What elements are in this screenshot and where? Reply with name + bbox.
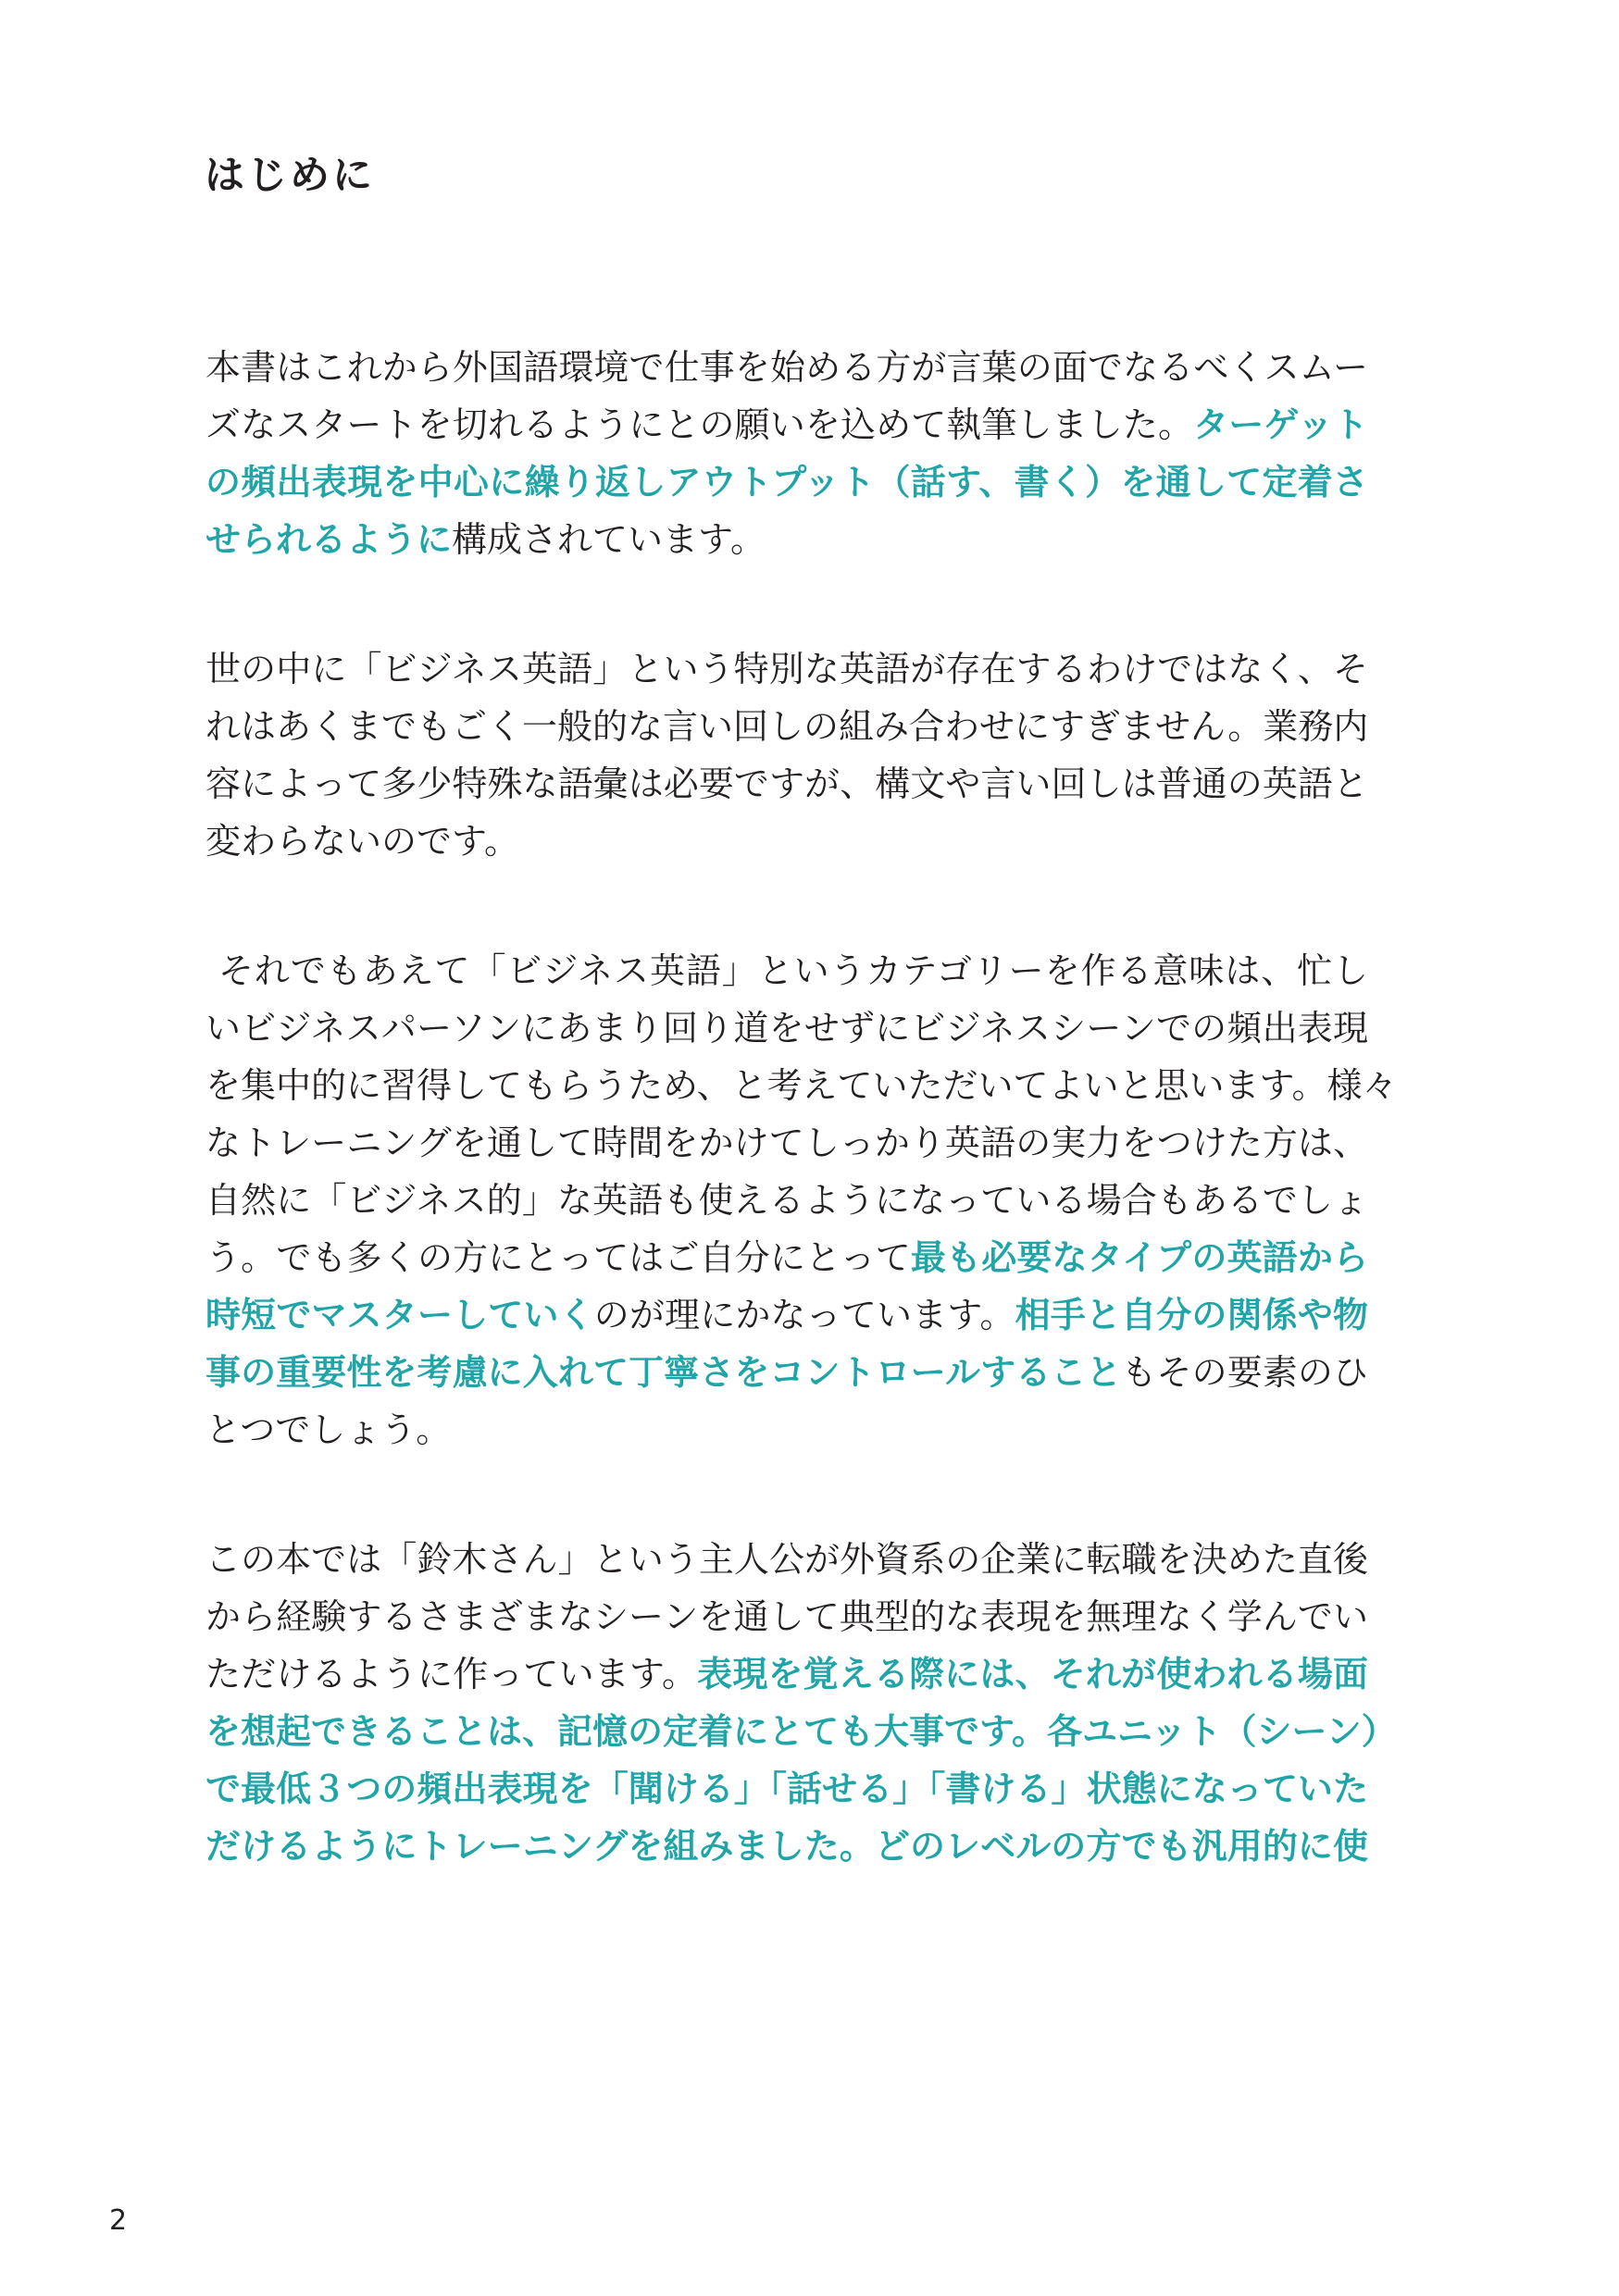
- highlighted-phrase: だけるようにトレーニングを組みました。どのレベルの方でも汎用的に使: [205, 1825, 1368, 1867]
- text-line: [205, 1114, 1368, 1172]
- text-segment: この本では「鈴木さん」という主人公が外資系の企業に転職を決めた直後: [205, 1539, 1368, 1580]
- text-line: [205, 1401, 1368, 1458]
- text-segment: から経験するさまざまなシーンを通して典型的な表現を無理なく学んでい: [205, 1596, 1368, 1637]
- text-segment: ズなスタートを切れるようにとの願いを込めて執筆しました。: [205, 404, 1194, 445]
- text-segment: もその要素のひ: [1121, 1352, 1368, 1393]
- text-segment: いビジネスパーソンにあまり回り道をせずにビジネスシーンでの頻出表現: [205, 1008, 1368, 1049]
- text-line: [205, 1229, 1368, 1286]
- highlighted-phrase: ターゲット: [1193, 403, 1368, 445]
- text-line: [205, 999, 1368, 1057]
- text-line: [205, 511, 1368, 568]
- text-segment: なトレーニングを通して時間をかけてしっかり英語の実力をつけた方は、: [205, 1123, 1368, 1163]
- text-line: [205, 339, 1368, 396]
- text-line: [205, 755, 1368, 813]
- text-line: [205, 1057, 1398, 1114]
- text-segment: のが理にかなっています。: [593, 1295, 1015, 1335]
- highlighted-phrase: で最低３つの頻出表現を「聞ける」「話せる」「書ける」状態になっていた: [205, 1768, 1368, 1809]
- highlighted-phrase: を想起できることは、記憶の定着にとても大事です。各ユニット（シーン）: [205, 1710, 1397, 1752]
- text-segment: 容によって多少特殊な語彙は必要ですが、構文や言い回しは普通の英語と: [205, 763, 1368, 804]
- highlighted-phrase: 表現を覚える際には、それが使われる場面: [697, 1653, 1368, 1694]
- text-line: [205, 1818, 1368, 1875]
- text-segment: 変わらないのです。: [205, 821, 519, 862]
- text-segment: 自然に「ビジネス的」な英語も使えるようになっている場合もあるでしょ: [205, 1180, 1368, 1221]
- text-line: [218, 942, 1368, 999]
- text-line: [205, 1588, 1368, 1645]
- text-line: [205, 1286, 1368, 1344]
- page-number: 2: [109, 2204, 128, 2237]
- text-segment: ただけるように作っています。: [205, 1654, 698, 1694]
- page-title: はじめに: [205, 153, 375, 199]
- text-line: [205, 396, 1368, 453]
- highlighted-phrase: せられるように: [205, 518, 453, 560]
- text-segment: とつでしょう。: [205, 1409, 452, 1450]
- highlighted-phrase: 最も必要なタイプの英語から: [910, 1236, 1369, 1278]
- text-segment: 本書はこれから外国語環境で仕事を始める方が言葉の面でなるべくスムー: [205, 347, 1368, 388]
- text-line: [205, 1760, 1368, 1818]
- text-line: [205, 1344, 1368, 1401]
- text-segment: れはあくまでもごく一般的な言い回しの組み合わせにすぎません。業務内: [205, 706, 1369, 747]
- text-line: [205, 1645, 1368, 1703]
- text-line: [205, 698, 1368, 755]
- text-segment: 世の中に「ビジネス英語」という特別な英語が存在するわけではなく、そ: [205, 649, 1368, 689]
- highlighted-phrase: の頻出表現を中心に繰り返しアウトプット（話す、書く）を通して定着さ: [205, 461, 1368, 503]
- highlighted-phrase: 事の重要性を考慮に入れて丁寧さをコントロールすること: [205, 1351, 1122, 1393]
- text-line: [205, 453, 1368, 511]
- text-line: [205, 1703, 1397, 1760]
- text-line: [205, 1172, 1368, 1229]
- text-line: [205, 813, 1368, 870]
- text-segment: う。でも多くの方にとってはご自分にとって: [205, 1237, 911, 1278]
- text-segment: 構成されています。: [452, 519, 766, 560]
- highlighted-phrase: 時短でマスターしていく: [205, 1294, 594, 1335]
- text-segment: を集中的に習得してもらうため、と考えていただいてよいと思います。様々: [205, 1065, 1398, 1106]
- text-line: [205, 1531, 1368, 1588]
- text-line: [205, 640, 1368, 698]
- highlighted-phrase: 相手と自分の関係や物: [1015, 1294, 1368, 1335]
- text-segment: それでもあえて「ビジネス英語」というカテゴリーを作る意味は、忙し: [218, 950, 1368, 991]
